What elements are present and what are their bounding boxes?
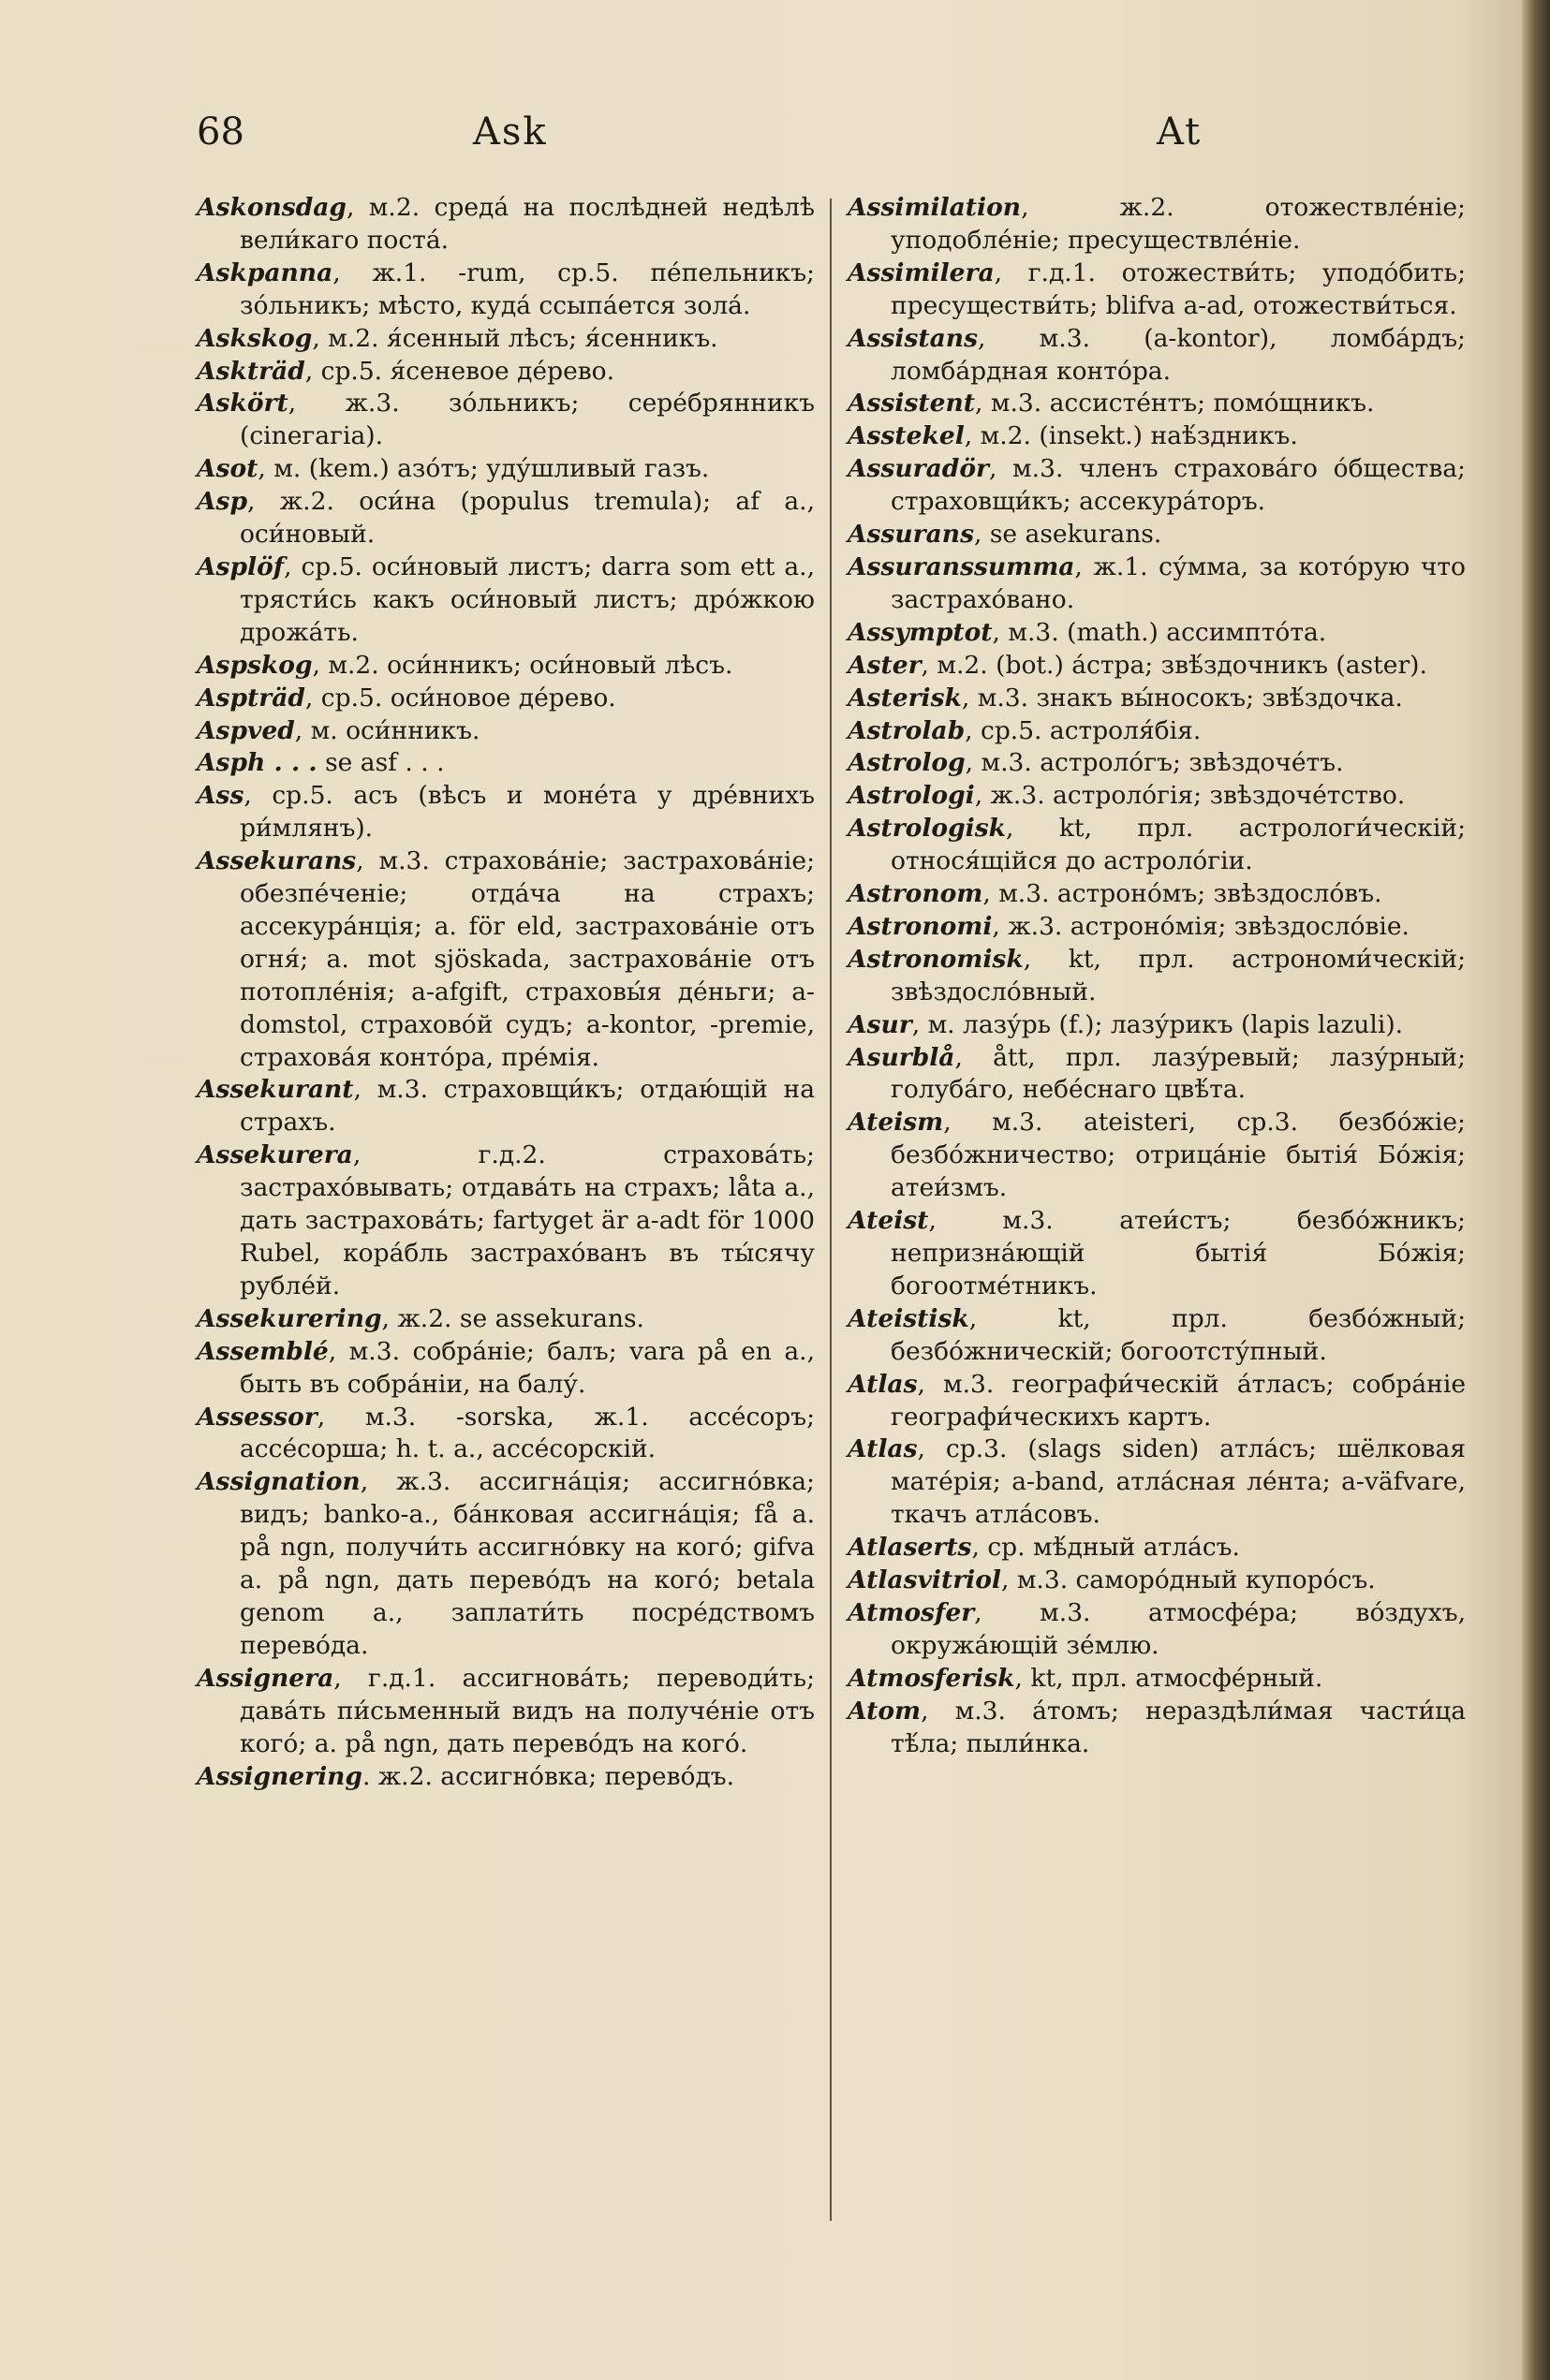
dictionary-entry [848, 747, 1466, 780]
dictionary-entry [848, 683, 1466, 715]
running-header [197, 110, 1442, 167]
headword: Asur [848, 1009, 912, 1039]
headword: Atlas [848, 1369, 918, 1399]
definition: , м.3. страхова́нiе; застрахова́нiе; обезпе́ченiе; отда́ча на страхъ; ассекура́нцiя; a. för eld, застрахова́нiе отъ огня́; a. mot sjöskada, застрахова́нiе отъ потопле́нiя; a-afgift, страховы́я де́ньги; a-domstol, страхово́й судъ; a-kontor, -premie, страхова́я конто́ра, пре́мiя. [240, 846, 815, 1072]
headword: Assurans [848, 520, 974, 550]
dictionary-entry [197, 1303, 815, 1336]
definition: . ж.2. ассигно́вка; перево́дъ. [362, 1761, 735, 1791]
definition: , ср.5. асъ (вѣсъ и моне́та у дре́внихъ ри́млянъ). [240, 781, 815, 844]
headword: Assekurant [197, 1075, 354, 1105]
dictionary-entry [848, 1433, 1466, 1532]
dictionary-entry [848, 257, 1466, 323]
headword: Astrologisk [848, 814, 1006, 844]
headword: Askört [197, 389, 288, 419]
dictionary-entry [848, 911, 1466, 944]
definition: , м.2. оси́нникъ; оси́новый лѣсъ. [312, 650, 733, 680]
dictionary-entry [848, 420, 1466, 453]
headword: Assemblé [197, 1336, 329, 1366]
dictionary-entry [848, 715, 1466, 748]
definition: , г.д.2. страхова́ть; застрахо́вывать; отдава́ть на страхъ; låta a., дать застрахова́ть; fartyget är a-adt för 1000 Rubel, кора́бль застрахо́ванъ въ ты́сячу рубле́й. [240, 1140, 815, 1300]
dictionary-entry [848, 1107, 1466, 1205]
definition: , г.д.1. ассигнова́ть; переводи́ть; дава́ть пи́сьменный видъ на получе́нiе отъ кого́; a. på ngn, дать перево́дъ на кого́. [240, 1663, 815, 1758]
definition: , м. (kem.) азо́тъ; уду́шливый газъ. [258, 454, 710, 484]
dictionary-entry [848, 1303, 1466, 1369]
headword: Asterisk [848, 683, 962, 713]
headword: Assuradör [848, 454, 989, 484]
headword: Assessor [197, 1402, 317, 1432]
definition: , м.3. членъ страхова́го о́бщества; страховщи́къ; ассекура́торъ. [891, 454, 1466, 517]
definition: , м.3. (math.) ассимпто́та. [992, 617, 1327, 647]
headword: Atlas [848, 1434, 918, 1464]
dictionary-entry [848, 1042, 1466, 1108]
dictionary-entry [197, 257, 815, 323]
definition: , г.д.1. отожестви́ть; уподо́бить; пресуществи́ть; blifva a-ad, отожестви́ться. [891, 257, 1466, 320]
dictionary-entry [197, 551, 815, 650]
headword: Ass [197, 781, 244, 811]
definition: , ж.2. se assekurans. [381, 1303, 644, 1333]
definition: , ж.2. оси́на (populus tremula); af a., оси́новый. [240, 487, 815, 550]
headword: Assekurans [197, 846, 357, 876]
dictionary-entry [848, 1009, 1466, 1042]
definition: , м.3. географи́ческiй а́тласъ; собра́нiе географи́ческихъ картъ. [891, 1369, 1466, 1432]
dictionary-entry [848, 551, 1466, 617]
definition: , ж.1. су́мма, за кото́рую что застрахо́вано. [891, 551, 1466, 614]
definition: , kt, прл. атмосфе́рный. [1014, 1663, 1323, 1693]
headword: Asurblå [848, 1042, 955, 1072]
dictionary-entry [848, 878, 1466, 911]
headword: Asplöf [197, 551, 285, 581]
dictionary-entry [848, 780, 1466, 813]
dictionary-entry [848, 1532, 1466, 1565]
headword: Assistans [848, 323, 978, 353]
definition: , ж.3. зо́льникъ; сере́брянникъ (cinегагiа). [240, 389, 815, 451]
definition: , ср.5. оси́новое де́рево. [304, 683, 616, 713]
headword: Asot [197, 454, 258, 484]
definition: , ж.3. астроло́гiя; звѣздоче́тство. [974, 781, 1406, 811]
dictionary-entry [197, 323, 815, 356]
guide-word-right: At [1157, 110, 1203, 154]
definition: , kt, прл. астрономи́ческiй; звѣздосло́вный. [891, 944, 1466, 1006]
headword: Astronomisk [848, 944, 1024, 974]
book-spine-shadow [1522, 0, 1550, 2380]
definition: , м. оси́нникъ. [294, 715, 480, 745]
dictionary-entry [848, 519, 1466, 551]
dictionary-entry [848, 813, 1466, 878]
column-divider [830, 198, 832, 2221]
headword: Assignera [197, 1663, 334, 1693]
headword: Asp [197, 487, 248, 517]
definition: , ср. мѣ́дный атла́съ. [971, 1533, 1240, 1563]
definition: , м.3. астроно́мъ; звѣздосло́въ. [982, 879, 1382, 909]
headword: Astrolab [848, 715, 966, 745]
headword: Assignation [197, 1467, 361, 1497]
dictionary-entry [848, 650, 1466, 683]
dictionary-entry [197, 1402, 815, 1467]
dictionary-entry [197, 715, 815, 748]
dictionary-entry [197, 1139, 815, 1303]
definition: , ср.5. оси́новый листъ; darra som ett a., трясти́сь какъ оси́новый листъ; дро́жкою дрожа́ть. [240, 551, 815, 647]
right-column [848, 192, 1466, 1761]
headword: Atlasvitriol [848, 1565, 1001, 1595]
headword: Askskog [197, 323, 313, 353]
dictionary-entry [848, 453, 1466, 519]
headword: Assekurera [197, 1140, 353, 1170]
headword: Assignering [197, 1761, 362, 1791]
dictionary-entry [848, 944, 1466, 1009]
dictionary-entry [197, 845, 815, 1074]
headword: Asstekel [848, 421, 965, 451]
dictionary-entry [848, 388, 1466, 420]
dictionary-entry [848, 1565, 1466, 1597]
definition: , se asekurans. [973, 520, 1162, 550]
headword: Atlaserts [848, 1533, 972, 1563]
headword: Ateism [848, 1108, 944, 1138]
definition: , м.2. (bot.) а́стра; звѣ́здочникъ (aster). [921, 650, 1427, 680]
definition: , м. лазу́рь (f.); лазу́рикъ (lapis lazuli). [911, 1009, 1404, 1039]
dictionary-entry [197, 356, 815, 389]
definition: , м.3. -sorska, ж.1. ассе́соръ; ассе́сорша; h. t. a., ассе́сорскiй. [240, 1402, 815, 1464]
definition: , м.3. (a-kontor), ломба́рдъ; ломба́рдная конто́ра. [891, 323, 1466, 386]
dictionary-entry [848, 192, 1466, 257]
definition: , ått, прл. лазу́ревый; лазу́рный; голуба́го, небе́снаго цвѣ́та. [891, 1042, 1466, 1105]
headword: Astronom [848, 879, 983, 909]
headword: Aspträd [197, 683, 305, 713]
definition: , ср.5. я́сеневое де́рево. [304, 356, 615, 386]
dictionary-entry [848, 1696, 1466, 1761]
definition: , м.3. атеи́стъ; безбо́жникъ; непризна́ющiй бытiя́ Бо́жiя; богоотме́тникъ. [891, 1206, 1466, 1300]
dictionary-entry [197, 1761, 815, 1794]
dictionary-entry [197, 1336, 815, 1402]
dictionary-entry [197, 486, 815, 551]
dictionary-entry [848, 1597, 1466, 1663]
definition: , ж.3. астроно́мiя; звѣздосло́вiе. [992, 911, 1410, 941]
headword: Assimilation [848, 193, 1022, 222]
dictionary-entry [197, 1074, 815, 1139]
headword: Askpanna [197, 257, 333, 287]
dictionary-entry [197, 1466, 815, 1662]
dictionary-entry [197, 683, 815, 715]
definition: , м.2. (insekt.) наѣ́здникъ. [964, 421, 1298, 451]
dictionary-entry [848, 617, 1466, 650]
dictionary-entry [848, 1663, 1466, 1696]
headword: Assuranssumma [848, 551, 1075, 581]
headword: Assimilera [848, 257, 995, 287]
headword: Asph . . . [197, 748, 317, 778]
definition: , kt, прл. астрологи́ческiй; относя́щiйся до астроло́гiи. [891, 814, 1466, 876]
definition: , ж.3. ассигна́цiя; ассигно́вка; видъ; banko-a., ба́нковая ассигна́цiя; få a. på ngn, получи́ть ассигно́вку на кого́; gifva a. på ngn, дать перево́дъ на кого́; betala genom a., заплати́ть посре́дствомъ перево́да. [240, 1467, 815, 1660]
dictionary-entry [197, 453, 815, 486]
dictionary-entry [848, 1205, 1466, 1303]
headword: Askträd [197, 356, 305, 386]
definition: , м.3. знакъ вы́носокъ; звѣ́здочка. [961, 683, 1403, 713]
headword: Aster [848, 650, 922, 680]
headword: Astrolog [848, 748, 966, 778]
guide-word-left: Ask [473, 110, 548, 154]
headword: Assistent [848, 389, 975, 419]
headword: Astronomi [848, 911, 993, 941]
definition: , ср.3. (slags siden) атла́съ; шёлковая мате́рiя; a-band, атла́сная ле́нта; a-väfvare, ткачъ атла́совъ. [891, 1434, 1466, 1530]
dictionary-entry [197, 650, 815, 683]
definition: , м.3. самоpо́дный купоро́съ. [1000, 1565, 1376, 1595]
headword: Ateist [848, 1206, 929, 1236]
dictionary-entry [848, 323, 1466, 389]
left-column [197, 192, 815, 1793]
definition: , м.3. а́томъ; нераздѣли́мая части́ца тѣ́ла; пыли́нка. [891, 1696, 1466, 1758]
definition: , м.2. среда́ на послѣдней недѣлѣ вели́каго поста́. [240, 193, 815, 255]
definition: , м.2. я́сенный лѣсъ; я́сенникъ. [312, 323, 718, 353]
dictionary-entry [848, 1369, 1466, 1434]
headword: Assymptot [848, 617, 993, 647]
headword: Astrologi [848, 781, 975, 811]
dictionary-entry [197, 780, 815, 845]
dictionary-entry [197, 747, 815, 780]
definition: , м.3. астроло́гъ; звѣздоче́тъ. [965, 748, 1344, 778]
definition: , ж.2. отожествле́нiе; уподобле́нiе; пресуществле́нiе. [891, 193, 1466, 255]
definition: , м.3. атмосфе́ра; во́здухъ, окружа́ющiй зе́млю. [891, 1597, 1466, 1660]
headword: Atmosferisk [848, 1663, 1015, 1693]
page-number: 68 [197, 110, 244, 154]
headword: Atmosfer [848, 1597, 975, 1627]
dictionary-entry [197, 388, 815, 453]
definition: , ж.1. -rum, ср.5. пе́пельникъ; зо́льникъ; мѣсто, куда́ ссыпа́ется зола́. [240, 257, 815, 320]
definition: , м.3. ассисте́нтъ; помо́щникъ. [975, 389, 1375, 419]
dictionary-entry [197, 192, 815, 257]
definition: , kt, прл. безбо́жный; безбо́жническiй; богоотсту́пный. [891, 1303, 1466, 1366]
headword: Aspved [197, 715, 295, 745]
definition: , м.3. собра́нiе; балъ; vara på en a., быть въ собра́нiи, на балу́. [240, 1336, 815, 1399]
definition: , м.3. ateisteri, ср.3. безбо́жiе; безбо́жничество; отрица́нiе бытiя́ Бо́жiя; атеи́змъ. [891, 1108, 1466, 1203]
headword: Atom [848, 1696, 922, 1726]
definition: , ср.5. астроля́бiя. [965, 715, 1202, 745]
dictionary-entry [197, 1663, 815, 1761]
headword: Askonsdag [197, 193, 347, 222]
definition: , м.3. страховщи́къ; отдаю́щiй на страхъ. [240, 1075, 815, 1138]
headword: Aspskog [197, 650, 313, 680]
headword: Ateistisk [848, 1303, 969, 1333]
definition: se asf . . . [317, 748, 445, 778]
headword: Assekurering [197, 1303, 382, 1333]
